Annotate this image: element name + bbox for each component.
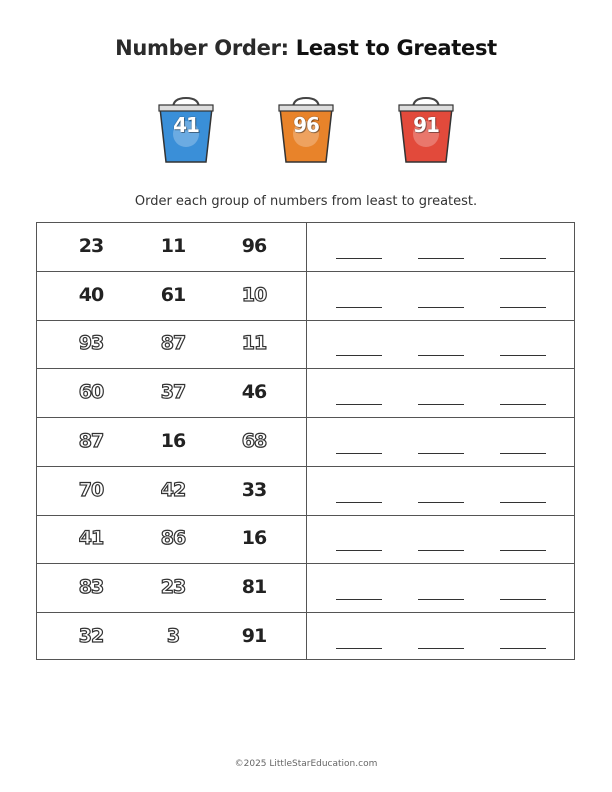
table-row xyxy=(37,564,574,613)
number-to-order: 40 xyxy=(78,283,104,306)
answer-blank[interactable] xyxy=(336,258,382,259)
worksheet-grid xyxy=(36,222,575,660)
answer-blank[interactable] xyxy=(418,258,464,259)
number-to-order: 81 xyxy=(241,575,267,598)
answer-blank[interactable] xyxy=(500,599,546,600)
bucket-icon-2 xyxy=(278,96,334,164)
table-row xyxy=(37,613,574,662)
answer-blank[interactable] xyxy=(418,648,464,649)
number-to-order: 68 xyxy=(241,429,267,452)
bucket-icon-1 xyxy=(158,96,214,164)
number-to-order: 11 xyxy=(160,235,186,257)
answer-blank[interactable] xyxy=(418,550,464,551)
number-to-order: 42 xyxy=(160,478,186,501)
answer-blank[interactable] xyxy=(500,453,546,454)
number-to-order: 41 xyxy=(78,527,104,550)
number-to-order: 16 xyxy=(241,527,267,550)
number-to-order: 23 xyxy=(78,235,104,257)
instructions: Order each group of numbers from least to greatest. xyxy=(134,194,478,209)
table-row xyxy=(37,320,574,369)
answer-blank[interactable] xyxy=(418,307,464,308)
table-row xyxy=(37,467,574,516)
answer-blank[interactable] xyxy=(418,502,464,503)
number-to-order: 32 xyxy=(78,624,104,647)
number-to-order: 93 xyxy=(78,332,104,355)
title-part-1: Number Order: xyxy=(115,36,296,60)
answer-blank[interactable] xyxy=(500,550,546,551)
answer-blank[interactable] xyxy=(418,404,464,405)
number-to-order: 16 xyxy=(160,429,186,452)
number-to-order: 70 xyxy=(78,478,104,501)
number-to-order: 23 xyxy=(160,575,186,598)
bucket-icon-3 xyxy=(398,96,454,164)
number-to-order: 46 xyxy=(241,381,267,404)
number-to-order: 87 xyxy=(78,429,104,452)
number-to-order: 33 xyxy=(241,478,267,501)
title-part-2: Least to Greatest xyxy=(295,36,497,60)
bucket-number: 91 xyxy=(413,113,439,137)
number-to-order: 60 xyxy=(78,381,104,404)
answer-blank[interactable] xyxy=(336,404,382,405)
answer-blank[interactable] xyxy=(500,355,546,356)
table-row xyxy=(37,418,574,467)
answer-blank[interactable] xyxy=(418,355,464,356)
answer-blank[interactable] xyxy=(336,307,382,308)
answer-blank[interactable] xyxy=(418,453,464,454)
number-to-order: 61 xyxy=(160,283,186,306)
table-row xyxy=(37,369,574,418)
number-to-order: 10 xyxy=(241,283,267,306)
answer-blank[interactable] xyxy=(500,404,546,405)
number-to-order: 11 xyxy=(241,332,267,355)
copyright-footer: ©2025 LittleStarEducation.com xyxy=(234,759,378,769)
table-row xyxy=(37,515,574,564)
number-to-order: 86 xyxy=(160,527,186,550)
number-to-order: 3 xyxy=(166,624,180,647)
answer-blank[interactable] xyxy=(500,502,546,503)
table-row xyxy=(37,272,574,321)
answer-blank[interactable] xyxy=(500,307,546,308)
answer-blank[interactable] xyxy=(336,453,382,454)
answer-blank[interactable] xyxy=(336,648,382,649)
number-to-order: 87 xyxy=(160,332,186,355)
number-to-order: 37 xyxy=(160,381,186,404)
number-to-order: 96 xyxy=(241,235,267,257)
answer-blank[interactable] xyxy=(336,599,382,600)
bucket-number: 41 xyxy=(173,113,199,137)
answer-blank[interactable] xyxy=(336,355,382,356)
number-to-order: 83 xyxy=(78,575,104,598)
answer-blank[interactable] xyxy=(500,648,546,649)
answer-blank[interactable] xyxy=(418,599,464,600)
bucket-number: 96 xyxy=(293,113,319,137)
page-title xyxy=(0,36,612,60)
number-to-order: 91 xyxy=(241,624,267,647)
bucket-illustrations xyxy=(0,96,612,166)
answer-blank[interactable] xyxy=(500,258,546,259)
answer-blank[interactable] xyxy=(336,502,382,503)
answer-blank[interactable] xyxy=(336,550,382,551)
table-row xyxy=(37,223,574,272)
